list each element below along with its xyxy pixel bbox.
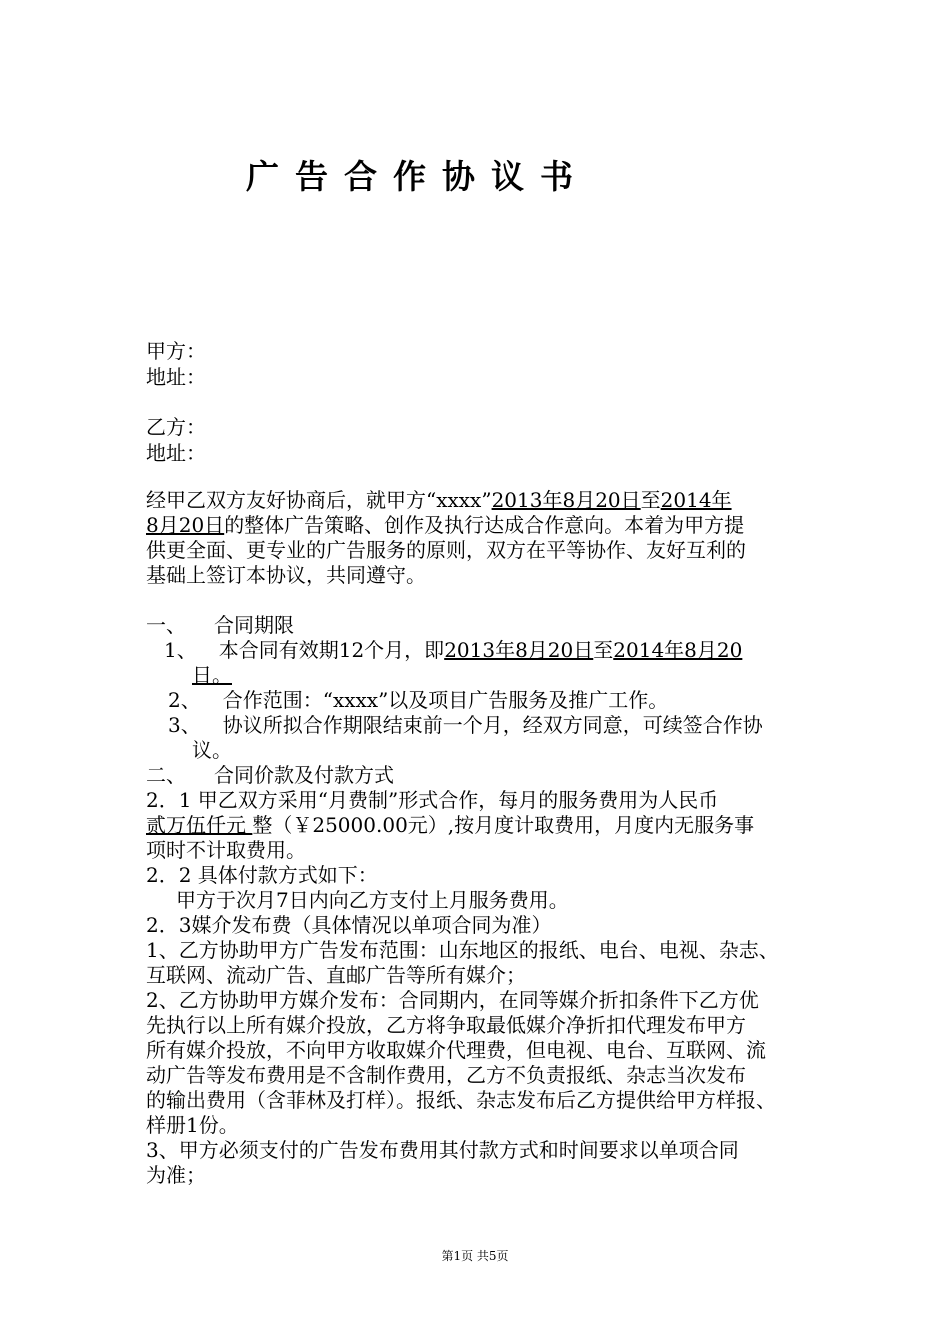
clause-line: 2．2 具体付款方式如下： — [146, 863, 378, 887]
clause-line: 2、乙方协助甲方媒介发布：合同期内，在同等媒介折扣条件下乙方优 — [146, 988, 759, 1012]
party-a-address-label: 地址： — [146, 365, 206, 389]
clause-line: 3、甲方必须支付的广告发布费用其付款方式和时间要求以单项合同 — [146, 1138, 739, 1162]
intro-line: 经甲乙双方友好协商后，就甲方“xxxx”2013年8月20日至2014年 — [146, 488, 732, 512]
intro-line: 供更全面、更专业的广告服务的原则，双方在平等协作、友好互利的 — [146, 538, 746, 562]
list-item-continuation: 议。 — [192, 738, 232, 762]
page-number-footer: 第1页 共5页 — [441, 1249, 509, 1263]
clause-line: 所有媒介投放，不向甲方收取媒介代理费，但电视、电台、互联网、流 — [146, 1038, 766, 1062]
clause-line: 的输出费用（含菲林及打样）。报纸、杂志发布后乙方提供给甲方样报、 — [146, 1088, 776, 1112]
list-item-continuation: 日。 — [192, 663, 232, 687]
section-heading: 一、 合同期限 — [146, 613, 294, 637]
clause-line: 动广告等发布费用是不含制作费用，乙方不负责报纸、杂志当次发布 — [146, 1063, 746, 1087]
list-item: 1、 本合同有效期12个月，即2013年8月20日至2014年8月20 — [164, 638, 743, 662]
intro-paragraph — [146, 488, 816, 588]
section-price-payment — [146, 763, 816, 1188]
document-title: 广告合作协议书 — [246, 157, 589, 196]
list-item: 2、 合作范围：“xxxx”以及项目广告服务及推广工作。 — [168, 688, 669, 712]
intro-line: 8月20日的整体广告策略、创作及执行达成合作意向。本着为甲方提 — [146, 513, 745, 537]
party-a-label: 甲方： — [146, 339, 206, 363]
clause-line: 贰万伍仟元 整（￥25000.00元）,按月度计取费用，月度内无服务事 — [146, 813, 755, 837]
clause-line: 互联网、流动广告、直邮广告等所有媒介； — [146, 963, 526, 987]
clause-line: 项时不计取费用。 — [146, 838, 306, 862]
list-item: 3、 协议所拟合作期限结束前一个月，经双方同意，可续签合作协 — [168, 713, 763, 737]
intro-line: 基础上签订本协议，共同遵守。 — [146, 563, 426, 587]
clause-line: 1、乙方协助甲方广告发布范围：山东地区的报纸、电台、电视、杂志、 — [146, 938, 779, 962]
clause-line: 2．1 甲乙双方采用“月费制”形式合作，每月的服务费用为人民币 — [146, 788, 719, 812]
section-contract-term — [146, 613, 816, 763]
section-heading: 二、 合同价款及付款方式 — [146, 763, 394, 787]
clause-line: 甲方于次月7日内向乙方支付上月服务费用。 — [176, 888, 569, 912]
clause-line: 为准； — [146, 1163, 206, 1187]
party-b-address-label: 地址： — [146, 441, 206, 465]
clause-line: 2．3媒介发布费（具体情况以单项合同为准） — [146, 913, 552, 937]
clause-line: 样册1份。 — [146, 1113, 239, 1137]
party-b-label: 乙方： — [146, 415, 206, 439]
clause-line: 先执行以上所有媒介投放，乙方将争取最低媒介净折扣代理发布甲方 — [146, 1013, 746, 1037]
